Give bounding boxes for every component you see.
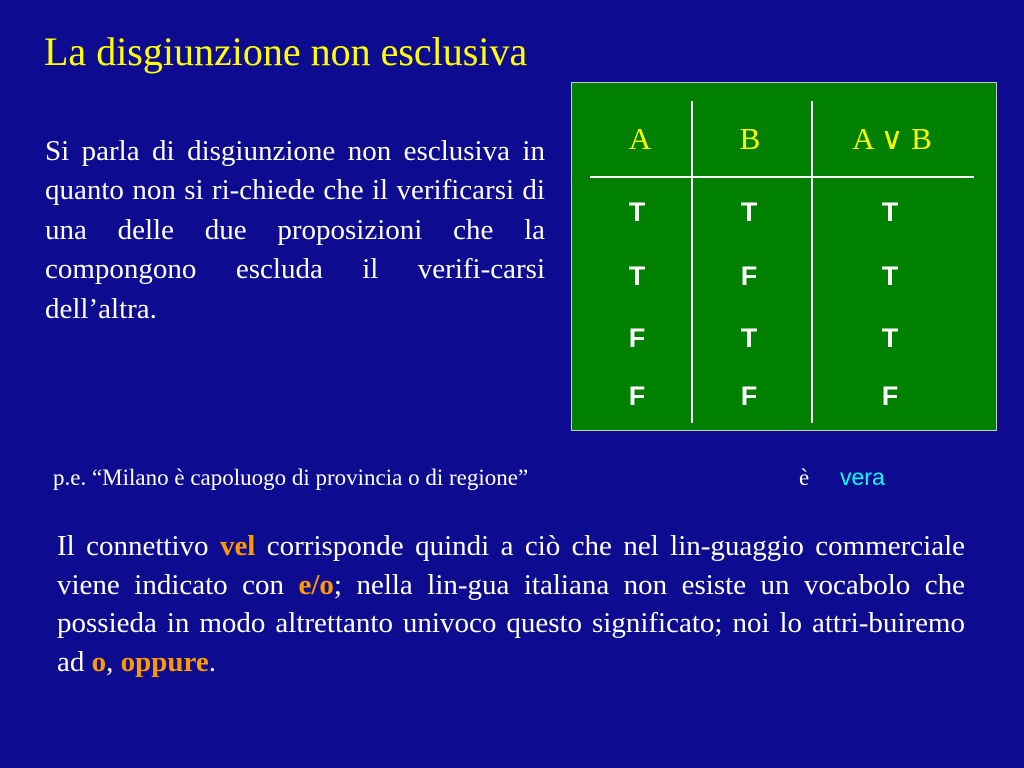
para-text-3: ; nella lin-gua italiana non esiste un vocabolo che possieda in modo altrettanto univoco questo significato; noi lo attri-buiremo ad xyxy=(57,568,965,678)
cell-r4-a: F xyxy=(628,381,646,411)
header-divider xyxy=(590,176,974,178)
para-text-1: Il connettivo xyxy=(57,530,220,562)
column-divider xyxy=(811,101,813,423)
keyword-oppure: oppure xyxy=(120,645,209,678)
header-a-or-b: A ∨ B xyxy=(852,121,932,156)
para-text-4: , xyxy=(106,645,121,678)
header-b: B xyxy=(739,121,761,156)
slide-title: La disgiunzione non esclusiva xyxy=(44,29,528,74)
cell-r1-or: T xyxy=(881,197,899,227)
cell-r1-a: T xyxy=(628,197,646,227)
cell-r2-a: T xyxy=(628,261,646,291)
example-line xyxy=(53,464,885,491)
keyword-o: o xyxy=(91,645,107,678)
truth-table xyxy=(571,82,997,431)
cell-r2-b: F xyxy=(740,261,758,291)
cell-r4-b: F xyxy=(740,381,758,411)
explanation-paragraph xyxy=(57,527,965,681)
cell-r2-or: T xyxy=(881,261,899,291)
cell-r3-b: T xyxy=(740,323,758,353)
cell-r3-a: F xyxy=(628,323,646,353)
para-text-2: corrisponde quindi a ciò che nel lin-guaggio commerciale viene indicato con xyxy=(57,530,965,601)
column-divider xyxy=(691,101,693,423)
keyword-vel: vel xyxy=(219,530,256,562)
cell-r1-b: T xyxy=(740,197,758,227)
para-text-5: . xyxy=(208,645,216,678)
keyword-e-o: e/o xyxy=(298,568,334,601)
intro-text: Si parla di disgiunzione non esclusiva in quanto non si ri-chiede che il verificarsi di una delle due proposizioni che la compongono escluda il verifi-carsi dell’altra. xyxy=(45,135,545,325)
example-verb: è xyxy=(799,465,810,490)
example-text: p.e. “Milano è capoluogo di provincia o di regione” xyxy=(53,465,529,490)
example-value: vera xyxy=(840,464,885,490)
cell-r4-or: F xyxy=(881,381,899,411)
cell-r3-or: T xyxy=(881,323,899,353)
header-a: A xyxy=(628,121,652,156)
